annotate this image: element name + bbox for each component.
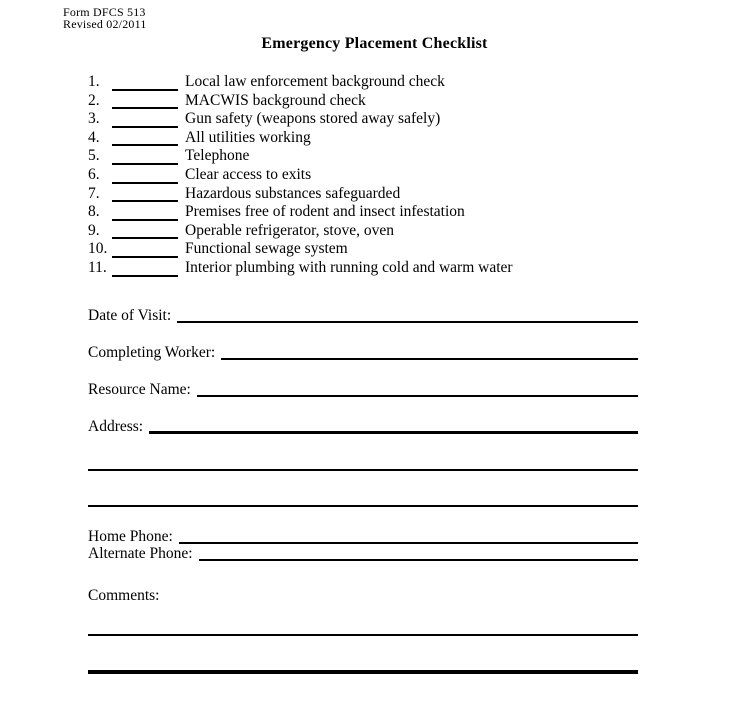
comments-row: [88, 605, 638, 638]
checklist-item: [88, 203, 749, 222]
item-answer-blank[interactable]: [112, 78, 178, 91]
item-answer-blank[interactable]: [112, 115, 178, 128]
comments-line-2[interactable]: [88, 660, 638, 674]
completing-worker-field: [88, 325, 638, 362]
item-answer-blank[interactable]: [112, 152, 178, 165]
field-label: Completing Worker:: [88, 343, 216, 361]
date-of-visit-line[interactable]: [177, 309, 638, 323]
item-number: 3.: [88, 110, 100, 128]
item-label: Gun safety (weapons stored away safely): [185, 110, 441, 128]
emergency-checklist: [88, 73, 749, 278]
comments-field: [88, 583, 638, 605]
address-continuation-row: [88, 436, 638, 473]
alternate-phone-field: [88, 546, 638, 563]
page-title: Emergency Placement Checklist: [261, 35, 488, 52]
item-label: Hazardous substances safeguarded: [185, 184, 401, 202]
item-number: 4.: [88, 128, 100, 146]
item-answer-blank[interactable]: [112, 96, 178, 109]
field-label: Alternate Phone:: [88, 544, 193, 562]
item-label: Operable refrigerator, stove, oven: [185, 221, 394, 239]
field-label: Date of Visit:: [88, 306, 172, 324]
item-number: 6.: [88, 165, 100, 183]
item-label: Interior plumbing with running cold and warm water: [185, 258, 513, 276]
form-fields: [88, 288, 638, 674]
item-label: Local law enforcement background check: [185, 73, 445, 90]
field-label: Comments:: [88, 586, 160, 604]
checklist-item: [88, 147, 749, 166]
item-answer-blank[interactable]: [112, 133, 178, 146]
comments-row: [88, 638, 638, 674]
form-revision: Revised 02/2011: [63, 17, 147, 31]
item-label: All utilities working: [185, 128, 311, 146]
date-of-visit-field: [88, 288, 638, 325]
home-phone-line[interactable]: [179, 530, 638, 544]
field-label: Resource Name:: [88, 380, 191, 398]
item-number: 5.: [88, 147, 100, 165]
item-answer-blank[interactable]: [112, 264, 178, 277]
form-number: Form DFCS 513: [63, 5, 146, 19]
item-number: 9.: [88, 221, 100, 239]
address-continuation-row: [88, 473, 638, 509]
item-answer-blank[interactable]: [112, 208, 178, 221]
checklist-item: [88, 166, 749, 185]
address-continuation-line-2[interactable]: [88, 493, 638, 507]
checklist-item: [88, 259, 749, 278]
checklist-item: [88, 129, 749, 148]
resource-name-line[interactable]: [197, 383, 638, 397]
checklist-item: [88, 185, 749, 204]
item-answer-blank[interactable]: [112, 189, 178, 202]
home-phone-field: [88, 509, 638, 546]
item-answer-blank[interactable]: [112, 171, 178, 184]
resource-name-field: [88, 362, 638, 399]
field-label: Address:: [88, 417, 144, 435]
checklist-item: [88, 92, 749, 111]
form-id-block: [63, 0, 749, 30]
item-label: Telephone: [185, 147, 250, 165]
item-label: Functional sewage system: [185, 240, 348, 258]
checklist-item: [88, 110, 749, 129]
alternate-phone-line[interactable]: [199, 547, 638, 561]
item-number: 8.: [88, 203, 100, 221]
item-number: 1.: [88, 73, 100, 90]
address-field: [88, 399, 638, 436]
item-answer-blank[interactable]: [112, 226, 178, 239]
field-label: Home Phone:: [88, 527, 173, 545]
item-number: 10.: [88, 240, 108, 258]
item-label: MACWIS background check: [185, 91, 366, 109]
item-number: 11.: [88, 258, 107, 276]
checklist-item: [88, 240, 749, 259]
checklist-item: [88, 222, 749, 241]
address-line[interactable]: [149, 420, 638, 434]
item-label: Clear access to exits: [185, 165, 312, 183]
item-number: 7.: [88, 184, 100, 202]
item-label: Premises free of rodent and insect infestation: [185, 203, 465, 221]
comments-line-1[interactable]: [88, 622, 638, 636]
address-continuation-line-1[interactable]: [88, 457, 638, 471]
item-answer-blank[interactable]: [112, 245, 178, 258]
checklist-item: [88, 73, 749, 92]
completing-worker-line[interactable]: [221, 346, 638, 360]
item-number: 2.: [88, 91, 100, 109]
